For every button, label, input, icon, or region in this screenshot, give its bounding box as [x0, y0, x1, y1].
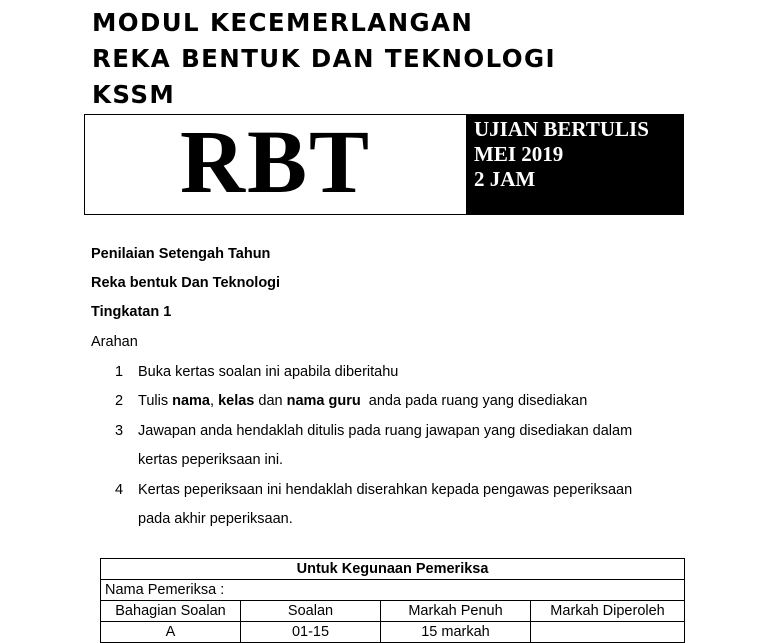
instruction-text-part: Tulis — [138, 393, 173, 409]
exam-duration: 2 JAM — [474, 167, 536, 191]
instruction-keyword-nama-guru: nama guru — [286, 393, 361, 409]
instruction-text-part: dan — [254, 393, 287, 409]
obtained-marks-cell — [531, 622, 685, 643]
column-header: Markah Diperoleh — [531, 601, 685, 622]
exam-date: MEI 2019 — [474, 142, 564, 166]
questions-cell: 01-15 — [241, 622, 381, 643]
instruction-number: 1 — [115, 364, 124, 380]
examiner-table-title: Untuk Kegunaan Pemeriksa — [101, 559, 685, 580]
instruction-text: Kertas peperiksaan ini hendaklah diserahkan kepada pengawas peperiksaan — [138, 482, 633, 498]
title-line-2: REKA BENTUK DAN TEKNOLOGI — [92, 44, 557, 73]
form-level: Tingkatan 1 — [91, 304, 172, 320]
title-line-1: MODUL KECEMERLANGAN — [92, 8, 474, 37]
instruction-number: 2 — [115, 393, 124, 409]
subject-banner — [84, 114, 684, 215]
instruction-text-part: anda pada ruang yang disediakan — [360, 393, 588, 409]
document-title — [92, 5, 556, 113]
examiner-name-field: Nama Pemeriksa : — [101, 580, 685, 601]
instruction-keyword-nama: nama — [172, 393, 210, 409]
table-row — [101, 622, 685, 643]
instruction-text-continued: pada akhir peperiksaan. — [138, 511, 293, 527]
instruction-keyword-kelas: kelas — [218, 393, 255, 409]
column-header: Soalan — [241, 601, 381, 622]
instruction-number: 4 — [115, 482, 124, 498]
column-header: Bahagian Soalan — [101, 601, 241, 622]
assessment-name: Penilaian Setengah Tahun — [91, 246, 271, 262]
instruction-text: Jawapan anda hendaklah ditulis pada ruang jawapan yang disediakan dalam — [138, 423, 633, 439]
full-marks-cell: 15 markah — [381, 622, 531, 643]
table-header-row — [101, 601, 685, 622]
instruction-text: Buka kertas soalan ini apabila diberitahu — [138, 364, 399, 380]
instruction-text-part: , — [210, 393, 219, 409]
instructions-heading: Arahan — [91, 334, 138, 350]
exam-details-box — [466, 115, 683, 214]
instruction-number: 3 — [115, 423, 124, 439]
subject-code: RBT — [179, 112, 372, 212]
subject-name: Reka bentuk Dan Teknologi — [91, 275, 281, 291]
instruction-text — [138, 393, 587, 409]
title-line-3: KSSM — [92, 80, 176, 109]
column-header: Markah Penuh — [381, 601, 531, 622]
section-cell: A — [101, 622, 241, 643]
exam-type: UJIAN BERTULIS — [474, 117, 649, 141]
instruction-text-continued: kertas peperiksaan ini. — [138, 452, 284, 468]
examiner-table — [100, 558, 685, 643]
